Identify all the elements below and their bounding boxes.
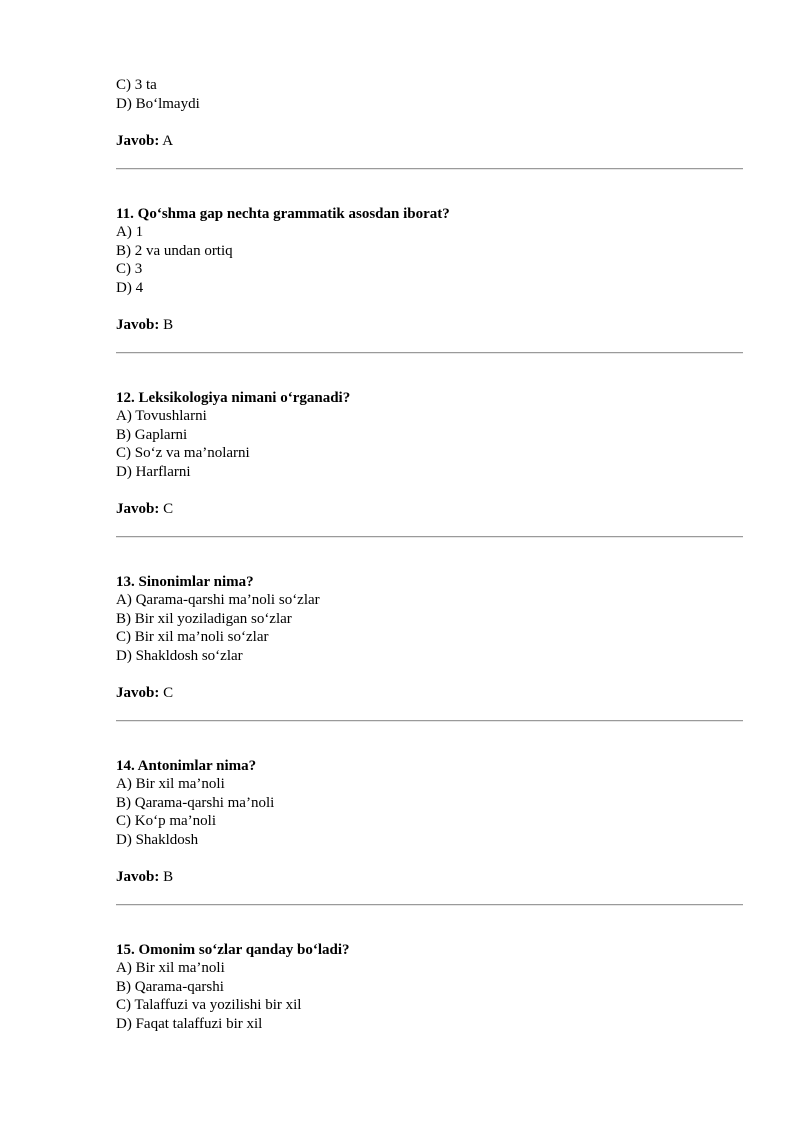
answer-line — [116, 500, 743, 519]
question-block-12 — [116, 389, 743, 573]
answer-value: B — [163, 317, 174, 333]
question-block-13 — [116, 573, 743, 757]
answer-value: C — [163, 501, 174, 517]
question-block-14 — [116, 757, 743, 941]
option-b: B) Gaplarni — [116, 426, 188, 443]
answer-value: C — [163, 685, 174, 701]
option-a: A) Qarama-qarshi ma’noli so‘zlar — [116, 592, 320, 608]
question-title: 15. Omonim so‘zlar qanday bo‘ladi? — [116, 941, 350, 958]
option-c: C) Bir xil ma’noli so‘zlar — [116, 629, 269, 645]
answer-label: Javob: — [116, 501, 160, 517]
option-b: B) Qarama-qarshi — [116, 978, 224, 995]
question-title: 11. Qo‘shma gap nechta grammatik asosdan iborat? — [116, 205, 450, 222]
answer-value: A — [162, 133, 174, 149]
answer-label: Javob: — [116, 869, 160, 885]
option-c: C) Talaffuzi va yozilishi bir xil — [116, 997, 302, 1013]
option-c: C) Ko‘p ma’noli — [116, 813, 216, 829]
option-c: C) 3 ta — [116, 77, 157, 93]
option-b: B) 2 va undan ortiq — [116, 242, 233, 259]
option-b: B) Bir xil yoziladigan so‘zlar — [116, 610, 292, 627]
option-d: D) Faqat talaffuzi bir xil — [116, 1015, 263, 1032]
question-title: 13. Sinonimlar nima? — [116, 573, 254, 590]
question-block-15 — [116, 941, 743, 1034]
question-block-11 — [116, 205, 743, 389]
answer-line — [116, 684, 743, 703]
answer-label: Javob: — [116, 317, 160, 333]
answer-label: Javob: — [116, 133, 160, 149]
question-title: 12. Leksikologiya nimani o‘rganadi? — [116, 389, 351, 406]
option-a: A) Bir xil ma’noli — [116, 960, 225, 976]
answer-line — [116, 868, 743, 887]
answer-line — [116, 132, 743, 151]
option-d: D) Shakldosh — [116, 831, 199, 848]
option-d: D) Harflarni — [116, 463, 191, 480]
option-d: D) Shakldosh so‘zlar — [116, 647, 243, 664]
document-page — [116, 76, 743, 1033]
option-a: A) 1 — [116, 224, 144, 240]
option-a: A) Bir xil ma’noli — [116, 776, 225, 792]
question-block-partial — [116, 76, 743, 205]
option-a: A) Tovushlarni — [116, 408, 207, 424]
answer-value: B — [163, 869, 174, 885]
option-d: D) Bo‘lmaydi — [116, 95, 200, 112]
option-b: B) Qarama-qarshi ma’noli — [116, 794, 275, 811]
question-title: 14. Antonimlar nima? — [116, 757, 257, 774]
option-c: C) So‘z va ma’nolarni — [116, 445, 250, 461]
answer-line — [116, 316, 743, 335]
option-d: D) 4 — [116, 279, 144, 296]
option-c: C) 3 — [116, 261, 143, 277]
answer-label: Javob: — [116, 685, 160, 701]
